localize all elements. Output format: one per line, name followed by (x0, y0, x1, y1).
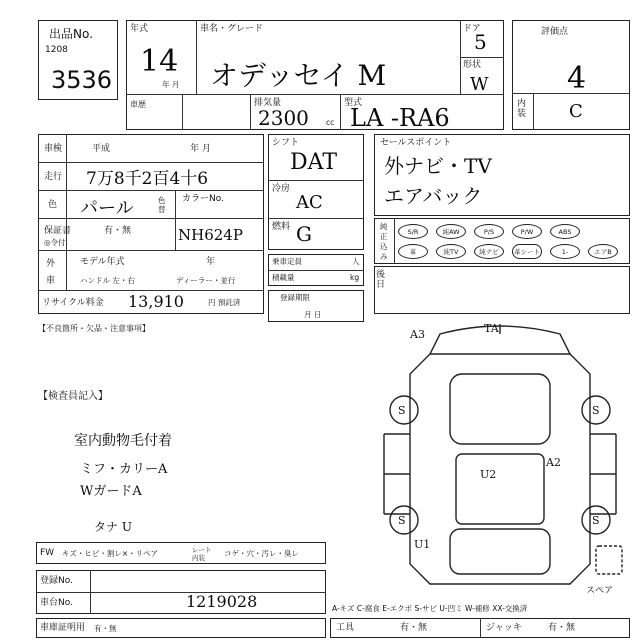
fw-items: キズ・ヒビ・割レ×・リペア (62, 549, 158, 558)
load-label: 積載量 (272, 273, 295, 282)
inspection-label: 車検 (44, 144, 63, 154)
type-value: LA -RA6 (350, 104, 450, 132)
shape-value: W (470, 74, 489, 95)
year-suffix: 年 月 (162, 80, 180, 89)
mark-u2: U2 (480, 468, 497, 481)
inspector-note-4: タナ U (94, 520, 132, 534)
equipment-item: P/W (512, 224, 542, 239)
equipment-item: P/S (474, 224, 504, 239)
mileage-label: 走行 (44, 172, 63, 182)
displacement-unit: cc (326, 118, 335, 127)
inspector-note-3: WガードA (80, 484, 142, 499)
equipment-row-1 (398, 224, 628, 240)
mark-s-fr: S (592, 404, 600, 417)
import-handle: ハンドル 左・右 (80, 276, 135, 285)
mark-a3: A3 (410, 328, 425, 341)
chassis-value: 1219028 (186, 592, 258, 611)
grade-label: 評価点 (541, 27, 569, 37)
sales-point-label: セールスポイント (380, 138, 452, 148)
interior-value: C (569, 101, 583, 122)
lot-sub: 1208 (45, 45, 68, 55)
equipment-item: ABS (550, 224, 580, 239)
color-value: パール (80, 198, 134, 219)
tools-label: 工具 (336, 623, 355, 633)
shape-label: 形状 (463, 60, 482, 70)
model-value: オデッセイ M (210, 59, 387, 92)
model-label: 車名・グレード (200, 24, 264, 34)
mark-s-fl: S (398, 404, 406, 417)
defects-label: 【不良箇所・欠品・注意事項】 (38, 324, 150, 333)
mark-u1: U1 (414, 538, 431, 551)
lot-number: 3536 (51, 66, 113, 94)
warranty-label: 保証書 (44, 226, 72, 236)
equipment-row-2 (398, 244, 628, 260)
type-label: 型式 (344, 98, 363, 108)
displacement-value: 2300 (258, 106, 309, 130)
inspector-label: 【検査員記入】 (38, 391, 108, 402)
warranty-options: 有・無 (104, 226, 132, 236)
equipment-label: 純正込み (380, 222, 388, 261)
equipment-item: 純AW (436, 224, 466, 239)
color-change-label: 色替 (158, 196, 166, 214)
fuel-label: 燃料 (272, 222, 291, 232)
year-value: 14 (140, 44, 179, 79)
inspection-units: 年 月 (190, 144, 211, 154)
fw-sub: レート 内装 (192, 546, 212, 562)
aircon-label: 冷房 (272, 184, 291, 194)
shift-value: DAT (290, 150, 337, 175)
history-label: 車歴 (130, 100, 146, 109)
equipment-item: 純ナビ (474, 244, 504, 259)
capacity-unit: 人 (352, 257, 360, 266)
chassis-label: 車台No. (40, 598, 73, 608)
inspector-note-2: ミフ・カリーA (80, 462, 168, 477)
recycle-label: リサイクル料金 (42, 298, 104, 308)
doors-value: 5 (474, 30, 487, 54)
car-diagram (370, 314, 630, 604)
equipment-item: 革 (398, 244, 428, 259)
jack-options: 有・無 (548, 623, 576, 633)
equipment-item: エアB (588, 244, 618, 259)
displacement-label: 排気量 (254, 98, 282, 108)
certificate-label: 車庫証明用 (40, 623, 86, 633)
tools-options: 有・無 (400, 623, 428, 633)
rego-unit: 月 日 (304, 310, 322, 319)
color-num-value: NH624P (178, 226, 243, 244)
color-num-label: カラーNo. (182, 194, 224, 204)
inspection-era: 平成 (92, 144, 111, 154)
grade-box (512, 20, 630, 130)
aircon-value: AC (296, 192, 323, 213)
load-unit: kg (350, 273, 360, 282)
certificate-options: 有・無 (94, 624, 117, 633)
jack-label: ジャッキ (486, 623, 522, 633)
import-model-year: モデル年式 (80, 257, 125, 267)
details-box (38, 134, 264, 314)
rear-box (374, 266, 630, 314)
grade-value: 4 (567, 61, 587, 96)
mark-s-rr: S (592, 514, 600, 527)
import-label: 外車 (46, 259, 56, 286)
import-model-unit: 年 (206, 257, 216, 267)
shift-label: シフト (272, 138, 300, 148)
rear-label: 後日 (376, 270, 386, 290)
fw-items-2: コゲ・穴・汚レ・臭レ (224, 549, 299, 558)
registration-label: 登録No. (40, 576, 73, 586)
lot-label: 出品No. (49, 27, 93, 41)
equipment-item: 1- (550, 244, 580, 259)
sales-point-line2: エアバック (384, 184, 483, 208)
mark-s-rl: S (398, 514, 406, 527)
spare-label: スペア (586, 586, 614, 596)
import-dealer: ディーラー・並行 (176, 276, 236, 285)
rego-label: 登録期限 (280, 293, 310, 302)
color-label: 色 (48, 200, 58, 210)
mark-a2: A2 (546, 456, 561, 469)
interior-label: 内装 (517, 99, 527, 119)
doors-label: ドア (463, 24, 481, 34)
fw-label: FW (40, 548, 55, 558)
capacity-label: 乗車定員 (272, 257, 302, 266)
recycle-unit: 円 預託済 (208, 298, 241, 307)
mark-ta: TA (484, 322, 499, 335)
equipment-item: S/R (398, 224, 428, 239)
mileage-value: 7万8千2百4十6 (86, 169, 209, 189)
recycle-value: 13,910 (128, 292, 184, 311)
equipment-item: 純TV (436, 244, 466, 259)
lot-box (38, 20, 118, 100)
fuel-value: G (296, 222, 312, 246)
damage-legend: A-キズ C-腐食 E-エクボ S-サビ U-凹ミ W-補修 XX-交換済 (332, 604, 528, 613)
sales-point-line1: 外ナビ・TV (384, 154, 492, 178)
inspector-note-1: 室内動物毛付着 (74, 433, 172, 449)
year-label: 年式 (130, 24, 149, 34)
equipment-item: 革シート (512, 244, 542, 259)
warranty-note: ◎令付 (44, 238, 66, 247)
